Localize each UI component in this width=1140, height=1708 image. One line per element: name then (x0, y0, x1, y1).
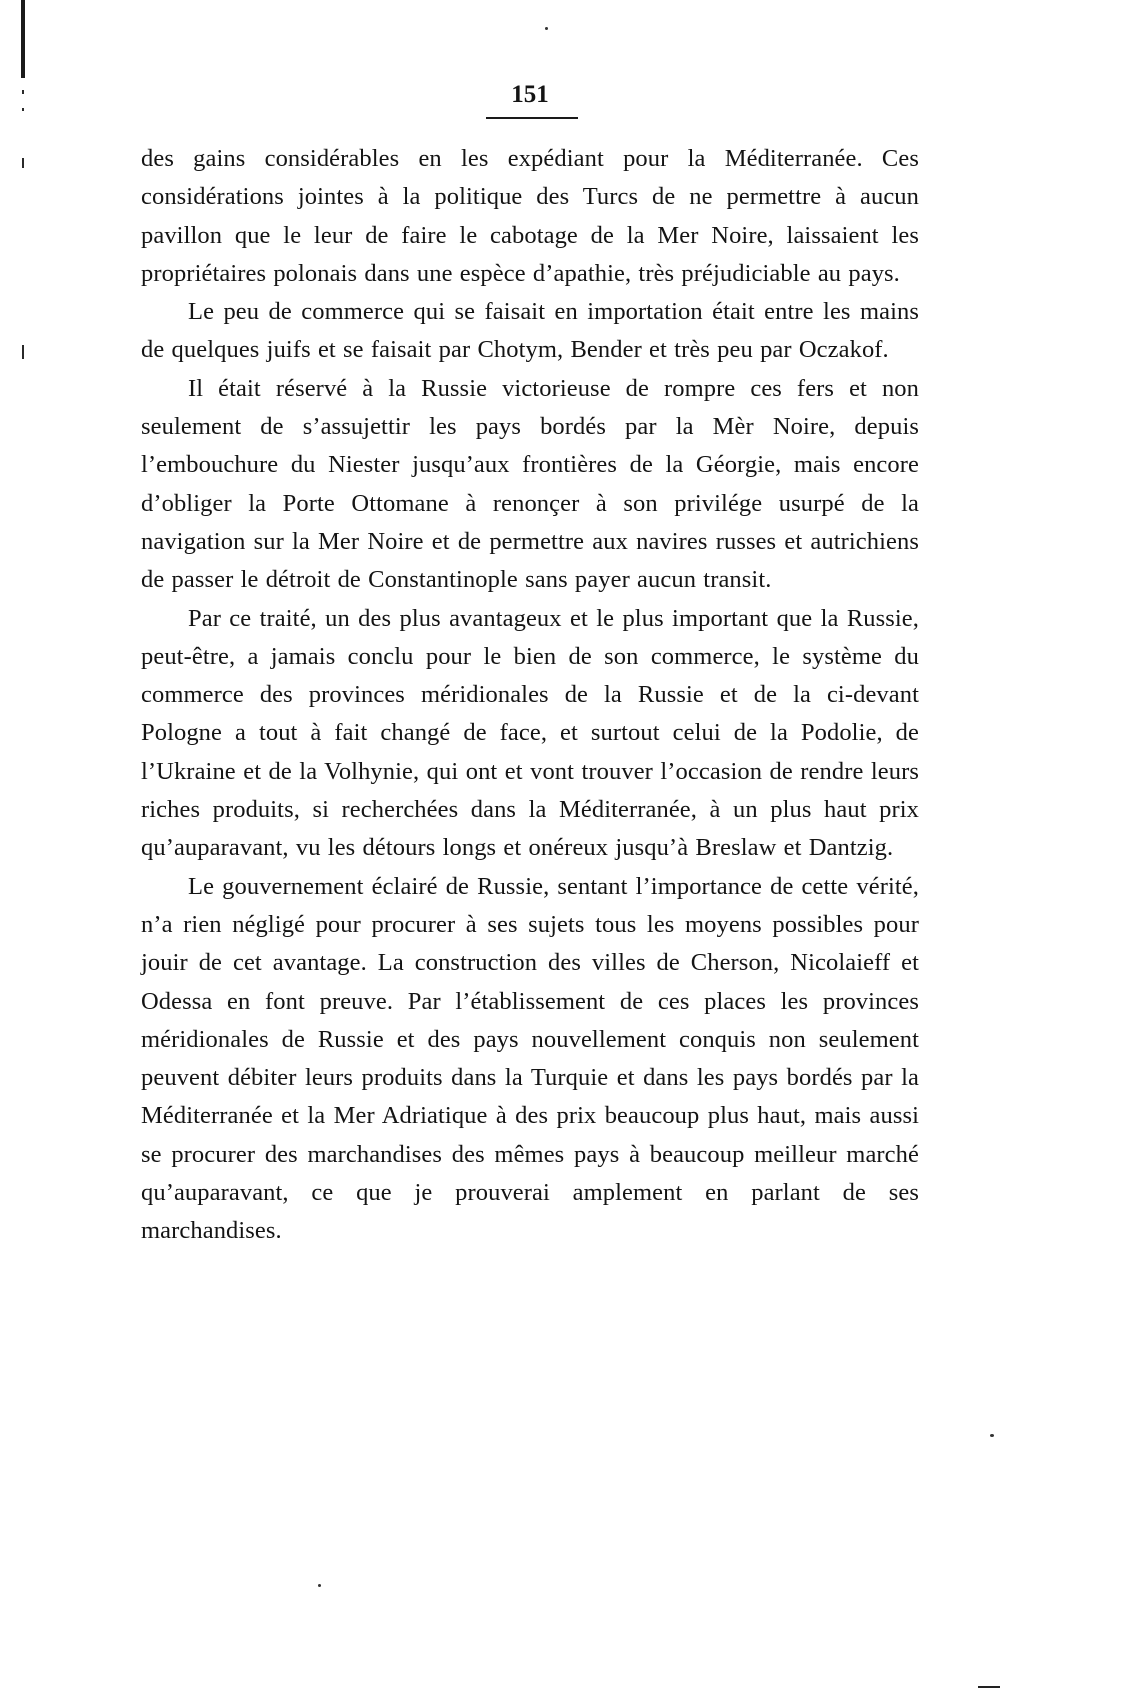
scan-edge-mark (21, 0, 25, 78)
page-number: 151 (511, 81, 549, 108)
scan-edge-dot (22, 345, 24, 359)
paragraph-4: Par ce traité, un des plus avantageux et le plus important que la Russie, peut-être, a jamais conclu pour le bien de son commerce, le système du commerce des provinces méridionales de la Russie et de la ci-devant Pologne a tout à fait changé de face, et surtout celui de la Podolie, de l’Ukraine et de la Volhynie, qui ont et vont trouver l’occasion de rendre leurs riches produits, si recherchées dans la Méditerranée, à un plus haut prix qu’auparavant, vu les détours longs et onéreux jusqu’à Breslaw et Dantzig. (141, 604, 919, 862)
paragraph-3: Il était réservé à la Russie victorieuse de rompre ces fers et non seulement de s’assujettir les pays bordés par la Mèr Noire, depuis l’embouchure du Niester jusqu’aux frontières de la Géorgie, mais encore d’obliger la Porte Ottomane à renonçer à son privilége usurpé de la navigation sur la Mer Noire et de permettre aux navires russes et autrichiens de passer le détroit de Constantinople sans payer aucun transit. (141, 374, 919, 594)
scan-edge-dot (22, 108, 24, 111)
scan-speck (318, 1584, 321, 1587)
page-number-underline (486, 117, 578, 119)
scan-speck (990, 1434, 994, 1437)
paragraph-2: Le peu de commerce qui se faisait en importation était entre les mains de quelques juifs et se faisait par Chotym, Bender et très peu par Oczakof. (141, 298, 919, 364)
scan-dash-mark (978, 1686, 1000, 1688)
paragraph-5: Le gouvernement éclairé de Russie, sentant l’importance de cette vérité, n’a rien négligé pour procurer à ses sujets tous les moyens possibles pour jouir de cet avantage. La construction des villes de Cherson, Nicolaieff et Odessa en font preuve. Par l’établissement de ces places les provinces méridionales de Russie et des pays nouvellement conquis non seulement peuvent débiter leurs produits dans la Turquie et dans les pays bordés par la Méditerranée et la Mer Adriatique à des prix beaucoup plus haut, mais aussi se procurer des marchandises des mêmes pays à beaucoup meilleur marché qu’auparavant, ce que je prouverai amplement en parlant de ses marchandises. (141, 872, 919, 1245)
body-text (141, 140, 919, 1251)
paragraph-1: des gains considérables en les expédiant pour la Méditerranée. Ces considérations jointes à la politique des Turcs de ne permettre à aucun pavillon que le leur de faire le cabotage de la Mer Noire, laissaient les propriétaires polonais dans une espèce d’apathie, très préjudiciable au pays. (141, 145, 919, 287)
scan-speck (545, 27, 548, 30)
scan-edge-dot (22, 158, 24, 168)
scan-edge-dot (22, 90, 24, 94)
